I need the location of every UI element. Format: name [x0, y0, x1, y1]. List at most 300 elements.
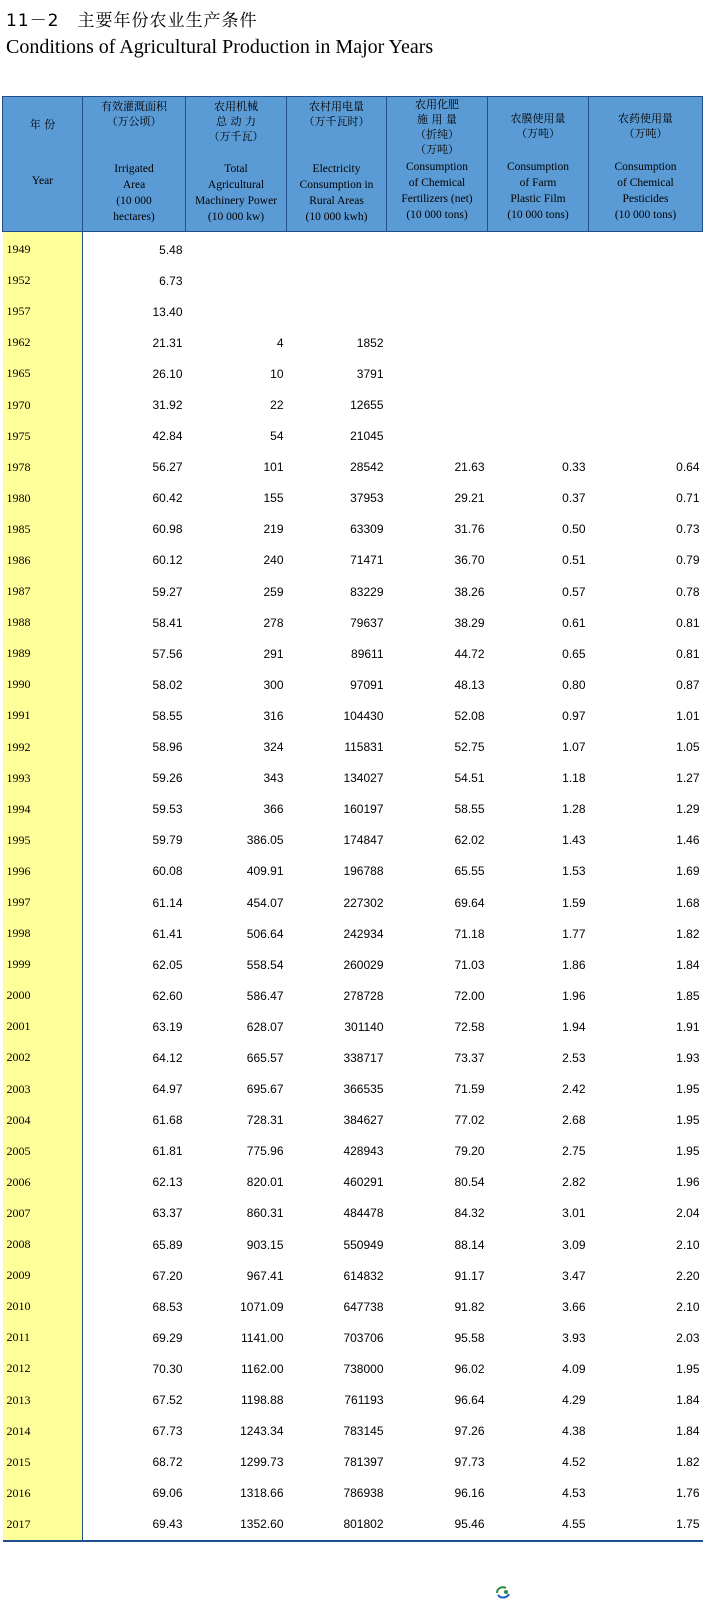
- value-cell: 52.75: [454, 740, 485, 755]
- value-cell: 84.32: [454, 1206, 485, 1221]
- value-cell: 0.81: [676, 646, 700, 661]
- value-cell: 57.56: [152, 646, 183, 661]
- value-cell: 63.19: [152, 1019, 183, 1034]
- value-cell: 115831: [344, 740, 384, 755]
- table-row: [3, 1291, 703, 1322]
- year-cell: 1980: [3, 483, 83, 514]
- value-cell: 1.29: [676, 802, 700, 817]
- value-cell: 37953: [350, 491, 384, 506]
- value-cell: 1.86: [562, 957, 586, 972]
- value-cell: 72.00: [454, 988, 485, 1003]
- value-cell: 68.72: [152, 1455, 183, 1470]
- value-cell: 95.58: [454, 1330, 485, 1345]
- value-cell: 219: [263, 522, 284, 537]
- value-cell: 1.59: [562, 895, 586, 910]
- value-cell: 62.02: [454, 833, 485, 848]
- value-cell: 0.73: [676, 522, 700, 537]
- year-cell: 2003: [3, 1074, 83, 1105]
- table-header-row: [3, 97, 703, 232]
- value-cell: 4.52: [562, 1455, 586, 1470]
- value-cell: 454.07: [246, 895, 284, 910]
- value-cell: 1.27: [676, 771, 700, 786]
- header-cn: 年 份: [29, 118, 56, 131]
- value-cell: 196788: [343, 864, 384, 879]
- table-row: [3, 1416, 703, 1447]
- value-cell: 38.29: [454, 615, 485, 630]
- publisher-logo-icon: [494, 1584, 512, 1600]
- value-cell: 1.76: [676, 1486, 700, 1501]
- value-cell: 409.91: [246, 864, 284, 879]
- value-cell: 775.96: [246, 1144, 284, 1159]
- value-cell: 60.12: [152, 553, 183, 568]
- value-cell: 96.02: [454, 1361, 485, 1376]
- value-cell: [387, 232, 488, 266]
- value-cell: 665.57: [246, 1050, 284, 1065]
- value-cell: 12655: [350, 398, 384, 413]
- value-cell: 1.01: [676, 708, 700, 723]
- value-cell: 77.02: [454, 1113, 485, 1128]
- table-row: [3, 1478, 703, 1509]
- year-cell: 2017: [3, 1509, 83, 1541]
- table-row: [3, 296, 703, 327]
- value-cell: 70.30: [152, 1361, 183, 1376]
- value-cell: 0.65: [562, 646, 586, 661]
- value-cell: 63.37: [152, 1206, 183, 1221]
- value-cell: 83229: [350, 584, 384, 599]
- value-cell: 384627: [343, 1113, 384, 1128]
- value-cell: 240: [263, 553, 284, 568]
- table-row: [3, 1042, 703, 1073]
- year-cell: 2009: [3, 1260, 83, 1291]
- header-en: Year: [31, 175, 54, 187]
- table-row: [3, 1509, 703, 1541]
- year-cell: 1949: [3, 232, 83, 266]
- year-cell: 1997: [3, 887, 83, 918]
- table-row: [3, 421, 703, 452]
- year-cell: 2012: [3, 1353, 83, 1384]
- header-en: Consumption of Chemical Fertilizers (net) (10 000 tons): [401, 161, 473, 221]
- value-cell: 61.81: [152, 1144, 183, 1159]
- year-cell: 2015: [3, 1447, 83, 1478]
- value-cell: 3.66: [562, 1299, 586, 1314]
- value-cell: 64.12: [152, 1050, 183, 1065]
- table-row: [3, 1105, 703, 1136]
- value-cell: 69.43: [83, 1509, 186, 1541]
- agricultural-conditions-table: [2, 96, 703, 1542]
- table-row: [3, 794, 703, 825]
- table-row: [3, 358, 703, 389]
- value-cell: 4.38: [562, 1424, 586, 1439]
- table-row: [3, 483, 703, 514]
- table-row: [3, 856, 703, 887]
- value-cell: [589, 265, 703, 296]
- value-cell: 28542: [350, 460, 384, 475]
- value-cell: [186, 232, 287, 266]
- value-cell: 278728: [343, 988, 384, 1003]
- value-cell: 738000: [343, 1361, 384, 1376]
- header-pesticides: [589, 97, 703, 232]
- value-cell: 4.55: [488, 1509, 589, 1541]
- value-cell: [287, 232, 387, 266]
- year-cell: 2013: [3, 1384, 83, 1415]
- value-cell: 1.07: [562, 740, 586, 755]
- year-cell: 1962: [3, 327, 83, 358]
- value-cell: 1071.09: [240, 1299, 284, 1314]
- year-cell: 1998: [3, 918, 83, 949]
- value-cell: 61.14: [152, 895, 183, 910]
- value-cell: 89611: [351, 646, 384, 661]
- value-cell: 71.59: [454, 1082, 485, 1097]
- year-cell: 1985: [3, 514, 83, 545]
- value-cell: 1.93: [676, 1050, 700, 1065]
- table-row: [3, 887, 703, 918]
- header-cn: 农膜使用量 （万吨）: [510, 112, 566, 140]
- value-cell: 155: [263, 491, 284, 506]
- value-cell: 820.01: [246, 1175, 284, 1190]
- year-cell: 2006: [3, 1167, 83, 1198]
- value-cell: 1.96: [562, 988, 586, 1003]
- value-cell: 0.71: [676, 491, 700, 506]
- value-cell: 91.82: [454, 1299, 485, 1314]
- value-cell: 2.10: [676, 1299, 700, 1314]
- value-cell: 1.84: [676, 1424, 700, 1439]
- value-cell: 36.70: [454, 553, 485, 568]
- value-cell: 31.92: [152, 398, 183, 413]
- value-cell: 3.01: [562, 1206, 586, 1221]
- year-cell: 2004: [3, 1105, 83, 1136]
- value-cell: 3.47: [562, 1268, 586, 1283]
- value-cell: 59.79: [152, 833, 183, 848]
- table-row: [3, 607, 703, 638]
- value-cell: 786938: [343, 1486, 384, 1501]
- value-cell: [387, 265, 488, 296]
- value-cell: 61.41: [152, 926, 183, 941]
- value-cell: 97091: [350, 677, 384, 692]
- value-cell: 0.57: [562, 584, 586, 599]
- value-cell: [387, 389, 488, 420]
- value-cell: [589, 296, 703, 327]
- value-cell: 69.29: [152, 1330, 183, 1345]
- value-cell: [287, 265, 387, 296]
- value-cell: 460291: [343, 1175, 384, 1190]
- value-cell: 647738: [343, 1299, 384, 1314]
- value-cell: 59.26: [152, 771, 183, 786]
- value-cell: 967.41: [246, 1268, 284, 1283]
- value-cell: 1.95: [676, 1082, 700, 1097]
- value-cell: 71471: [350, 553, 384, 568]
- value-cell: 42.84: [152, 429, 183, 444]
- value-cell: 4.53: [562, 1486, 586, 1501]
- value-cell: 134027: [343, 771, 384, 786]
- header-en: Electricity Consumption in Rural Areas (10 000 kwh): [299, 163, 374, 223]
- value-cell: 174847: [343, 833, 384, 848]
- value-cell: 71.03: [454, 957, 485, 972]
- value-cell: [488, 296, 589, 327]
- table-row: [3, 545, 703, 576]
- year-cell: 1957: [3, 296, 83, 327]
- value-cell: 6.73: [159, 273, 183, 288]
- value-cell: 95.46: [387, 1509, 488, 1541]
- value-cell: 67.73: [152, 1424, 183, 1439]
- header-en: Consumption of Farm Plastic Film (10 000 tons): [507, 161, 569, 221]
- value-cell: 1.95: [676, 1113, 700, 1128]
- value-cell: 366: [263, 802, 284, 817]
- year-cell: 2007: [3, 1198, 83, 1229]
- value-cell: 259: [263, 584, 284, 599]
- value-cell: 1243.34: [240, 1424, 284, 1439]
- table-row: [3, 1384, 703, 1415]
- value-cell: 58.96: [152, 740, 183, 755]
- value-cell: 1.84: [676, 957, 700, 972]
- value-cell: 761193: [344, 1393, 384, 1408]
- value-cell: [488, 421, 589, 452]
- value-cell: 10: [270, 366, 284, 381]
- table-row: [3, 1136, 703, 1167]
- value-cell: 2.04: [676, 1206, 700, 1221]
- year-cell: 1990: [3, 669, 83, 700]
- header-en: Total Agricultural Machinery Power (10 000 kw): [194, 163, 278, 223]
- value-cell: 558.54: [246, 957, 284, 972]
- table-title-english: Conditions of Agricultural Production in Major Years: [6, 36, 434, 58]
- header-en: Irrigated Area (10 000 hectares): [113, 163, 155, 223]
- value-cell: 69.64: [454, 895, 485, 910]
- table-row: [3, 1167, 703, 1198]
- value-cell: [589, 389, 703, 420]
- value-cell: 1.94: [562, 1019, 586, 1034]
- value-cell: 2.75: [562, 1144, 586, 1159]
- value-cell: 386.05: [246, 833, 284, 848]
- value-cell: 65.89: [152, 1237, 183, 1252]
- value-cell: 59.27: [152, 584, 183, 599]
- value-cell: 63309: [350, 522, 384, 537]
- value-cell: 56.27: [152, 460, 183, 475]
- value-cell: 1.84: [676, 1393, 700, 1408]
- value-cell: 728.31: [246, 1113, 284, 1128]
- value-cell: 1.91: [676, 1019, 700, 1034]
- value-cell: 1.96: [676, 1175, 700, 1190]
- value-cell: 0.33: [562, 460, 586, 475]
- table-row: [3, 732, 703, 763]
- value-cell: 1.82: [676, 926, 700, 941]
- value-cell: 61.68: [152, 1113, 183, 1128]
- value-cell: 1198.88: [241, 1393, 284, 1408]
- table-row: [3, 1198, 703, 1229]
- year-cell: 1978: [3, 452, 83, 483]
- value-cell: 2.20: [676, 1268, 700, 1283]
- value-cell: 5.48: [159, 242, 183, 257]
- table-title-chinese: 11－2 主要年份农业生产条件: [6, 11, 258, 31]
- value-cell: 97.26: [454, 1424, 485, 1439]
- table-row: [3, 1074, 703, 1105]
- value-cell: 1.28: [562, 802, 586, 817]
- value-cell: 0.51: [562, 553, 586, 568]
- table-row: [3, 1322, 703, 1353]
- value-cell: 242934: [343, 926, 384, 941]
- year-cell: 1994: [3, 794, 83, 825]
- value-cell: 1.69: [676, 864, 700, 879]
- value-cell: [387, 296, 488, 327]
- value-cell: 2.03: [676, 1330, 700, 1345]
- value-cell: 4.29: [562, 1393, 586, 1408]
- value-cell: [387, 327, 488, 358]
- value-cell: 4.09: [562, 1361, 586, 1376]
- year-cell: 2014: [3, 1416, 83, 1447]
- value-cell: 2.53: [562, 1050, 586, 1065]
- value-cell: 104430: [343, 708, 384, 723]
- value-cell: 1.95: [676, 1361, 700, 1376]
- value-cell: 96.64: [454, 1393, 485, 1408]
- value-cell: 58.41: [152, 615, 183, 630]
- value-cell: 54.51: [454, 771, 485, 786]
- year-cell: 1988: [3, 607, 83, 638]
- value-cell: 301140: [344, 1019, 384, 1034]
- value-cell: 1.95: [676, 1144, 700, 1159]
- value-cell: 88.14: [454, 1237, 485, 1252]
- year-cell: 2005: [3, 1136, 83, 1167]
- table-row: [3, 576, 703, 607]
- table-row: [3, 918, 703, 949]
- value-cell: 4: [276, 335, 284, 350]
- year-cell: 1991: [3, 700, 83, 731]
- value-cell: [387, 421, 488, 452]
- header-cn: 农村用电量 （万千瓦时）: [303, 100, 370, 128]
- value-cell: 31.76: [454, 522, 485, 537]
- value-cell: 550949: [343, 1237, 384, 1252]
- value-cell: 3791: [356, 366, 384, 381]
- table-row: [3, 669, 703, 700]
- year-cell: 2016: [3, 1478, 83, 1509]
- header-chemical-fertilizers: [387, 97, 488, 232]
- year-cell: 2008: [3, 1229, 83, 1260]
- value-cell: 695.67: [246, 1082, 284, 1097]
- value-cell: 79.20: [454, 1144, 485, 1159]
- value-cell: 72.58: [454, 1019, 485, 1034]
- header-cn: 农用化肥 施 用 量 （折纯） （万吨）: [415, 98, 459, 156]
- value-cell: 278: [263, 615, 284, 630]
- table-row: [3, 638, 703, 669]
- header-plastic-film: [488, 97, 589, 232]
- value-cell: 59.53: [152, 802, 183, 817]
- value-cell: [589, 232, 703, 266]
- value-cell: 71.18: [454, 926, 485, 941]
- value-cell: 44.72: [454, 646, 485, 661]
- value-cell: [488, 358, 589, 389]
- year-cell: 1993: [3, 763, 83, 794]
- value-cell: 58.55: [454, 802, 485, 817]
- value-cell: 67.52: [152, 1393, 183, 1408]
- value-cell: 0.97: [562, 708, 586, 723]
- value-cell: 0.61: [562, 615, 586, 630]
- value-cell: 1.18: [562, 771, 586, 786]
- table-row: [3, 452, 703, 483]
- value-cell: 2.10: [676, 1237, 700, 1252]
- value-cell: [387, 358, 488, 389]
- value-cell: 628.07: [246, 1019, 284, 1034]
- value-cell: 68.53: [152, 1299, 183, 1314]
- year-cell: 1975: [3, 421, 83, 452]
- value-cell: 586.47: [246, 988, 284, 1003]
- value-cell: 1.43: [562, 833, 586, 848]
- value-cell: 1299.73: [240, 1455, 284, 1470]
- value-cell: 62.60: [152, 988, 183, 1003]
- header-cn: 农药使用量 （万吨）: [618, 112, 673, 140]
- table-row: [3, 1011, 703, 1042]
- value-cell: 783145: [343, 1424, 384, 1439]
- value-cell: [186, 296, 287, 327]
- value-cell: 506.64: [246, 926, 284, 941]
- value-cell: 860.31: [246, 1206, 284, 1221]
- value-cell: 91.17: [454, 1268, 485, 1283]
- table-row: [3, 265, 703, 296]
- value-cell: [488, 327, 589, 358]
- value-cell: 903.15: [246, 1237, 284, 1252]
- value-cell: 1.82: [676, 1455, 700, 1470]
- value-cell: [287, 296, 387, 327]
- value-cell: 21.63: [454, 460, 485, 475]
- table-row: [3, 700, 703, 731]
- value-cell: 1318.66: [240, 1486, 284, 1501]
- table-row: [3, 1353, 703, 1384]
- value-cell: 80.54: [454, 1175, 485, 1190]
- year-cell: 1995: [3, 825, 83, 856]
- value-cell: 60.98: [152, 522, 183, 537]
- value-cell: 338717: [343, 1050, 384, 1065]
- value-cell: [488, 265, 589, 296]
- year-cell: 1992: [3, 732, 83, 763]
- value-cell: 2.42: [562, 1082, 586, 1097]
- value-cell: 1141.00: [241, 1330, 284, 1345]
- value-cell: 58.02: [152, 677, 183, 692]
- table-row: [3, 514, 703, 545]
- header-year: [3, 97, 83, 232]
- header-rural-electricity: [287, 97, 387, 232]
- value-cell: [589, 421, 703, 452]
- value-cell: 484478: [343, 1206, 384, 1221]
- value-cell: 21.31: [152, 335, 183, 350]
- year-cell: 1965: [3, 358, 83, 389]
- year-cell: 1986: [3, 545, 83, 576]
- value-cell: 2.82: [562, 1175, 586, 1190]
- value-cell: 26.10: [152, 366, 183, 381]
- year-cell: 2011: [3, 1322, 83, 1353]
- value-cell: 260029: [343, 957, 384, 972]
- year-cell: 1970: [3, 389, 83, 420]
- value-cell: 366535: [343, 1082, 384, 1097]
- value-cell: 97.73: [454, 1455, 485, 1470]
- value-cell: 101: [263, 460, 284, 475]
- year-cell: 2010: [3, 1291, 83, 1322]
- value-cell: 0.79: [676, 553, 700, 568]
- table-row: [3, 763, 703, 794]
- value-cell: 1.53: [562, 864, 586, 879]
- table-row: [3, 1229, 703, 1260]
- table-row: [3, 389, 703, 420]
- table-row: [3, 1447, 703, 1478]
- value-cell: 54: [270, 429, 284, 444]
- value-cell: [589, 358, 703, 389]
- value-cell: 324: [263, 740, 284, 755]
- year-cell: 1999: [3, 949, 83, 980]
- value-cell: 67.20: [152, 1268, 183, 1283]
- value-cell: 48.13: [454, 677, 485, 692]
- year-cell: 2001: [3, 1011, 83, 1042]
- value-cell: 29.21: [454, 491, 485, 506]
- table-row: [3, 232, 703, 266]
- value-cell: [488, 232, 589, 266]
- value-cell: 69.06: [152, 1486, 183, 1501]
- table-row: [3, 327, 703, 358]
- value-cell: 62.05: [152, 957, 183, 972]
